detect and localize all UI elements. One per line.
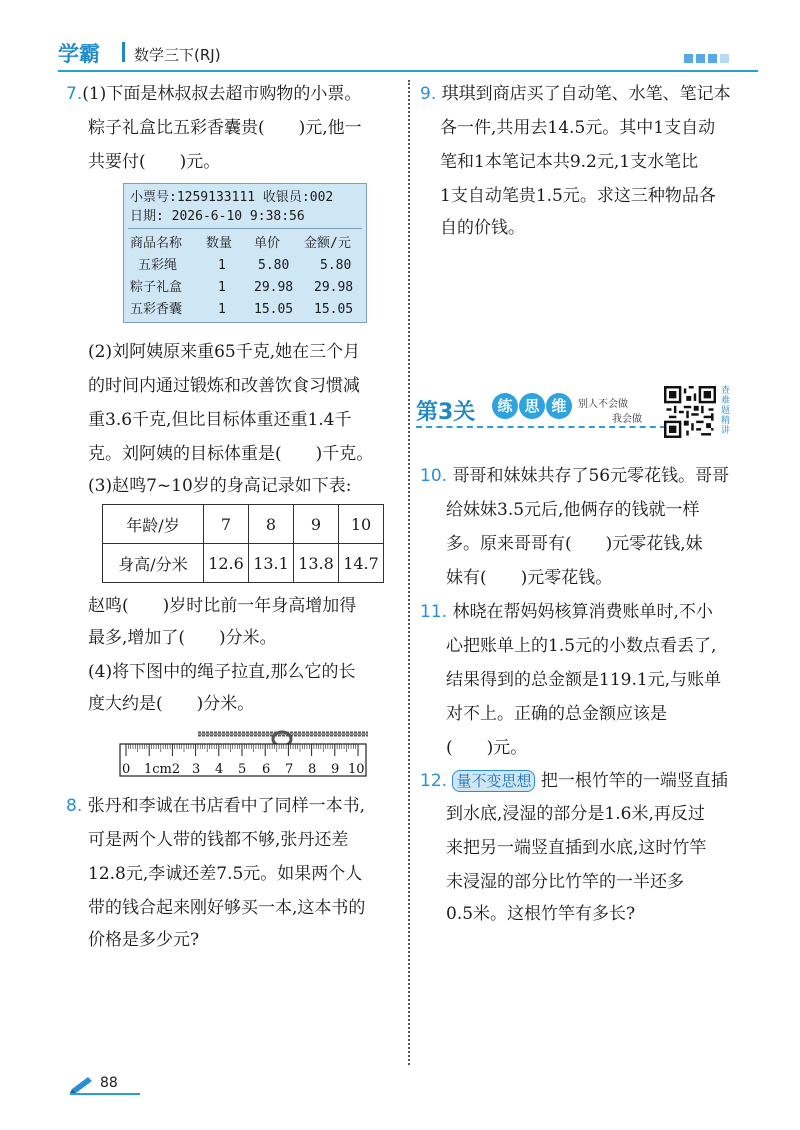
table-cell: 12.6	[204, 544, 249, 583]
receipt-number-line: 小票号:1259133111 收银员:002	[130, 190, 334, 205]
level-label: 第3关	[416, 400, 476, 425]
q7-part4-line-2: 度大约是( )分米。	[88, 694, 255, 714]
receipt-date-line: 日期: 2026-6-10 9:38:56	[130, 209, 305, 224]
q12-line-1: 12. 量不变思想 把一根竹竿的一端竖直插	[420, 771, 728, 791]
column-divider	[408, 80, 410, 1065]
q10-line-3: 多。原来哥哥有( )元零花钱,妹	[446, 534, 703, 554]
receipt-row-1-qty: 1	[218, 258, 226, 273]
q8-line-3: 12.8元,李诚还差7.5元。如果两个人	[88, 864, 363, 884]
q9-line-4: 1支自动笔贵1.5元。求这三种物品各	[440, 186, 716, 206]
receipt-separator	[128, 228, 362, 229]
footer-line	[70, 1093, 140, 1095]
ruler-label: 1cm2	[144, 762, 181, 777]
q7-part4-line-1: (4)将下图中的绳子拉直,那么它的长	[88, 662, 356, 682]
q10-line-1: 10. 哥哥和妹妹共存了56元零花钱。哥哥	[420, 466, 730, 486]
q9-line-1: 9. 琪琪到商店买了自动笔、水笔、笔记本	[420, 84, 731, 104]
receipt-row-1-amount: 5.80	[320, 258, 352, 273]
q11-line-1: 11. 林晓在帮妈妈核算消费账单时,不小	[420, 602, 713, 622]
logo-divider	[122, 42, 125, 62]
q7-part3-line-1: (3)赵鸣7~10岁的身高记录如下表:	[88, 476, 352, 496]
badge-char: 思	[519, 393, 545, 419]
q7-part2-line-3: 重3.6千克,但比目标体重还重1.4千	[88, 410, 352, 430]
receipt-row-3-amount: 15.05	[314, 302, 354, 317]
table-cell: 9	[294, 505, 339, 544]
badge-char: 练	[492, 393, 518, 419]
badge-char: 维	[546, 393, 572, 419]
q12-line-4: 未浸湿的部分比竹竿的一半还多	[446, 872, 684, 892]
table-cell: 年龄/岁	[103, 505, 204, 544]
thinking-tag: 量不变思想	[452, 770, 535, 792]
q7-line-2: 粽子礼盒比五彩香囊贵( )元,他一	[88, 118, 362, 138]
q9-line-5: 自的价钱。	[440, 218, 525, 238]
page-number: 88	[100, 1075, 118, 1091]
q10-line-2: 给妹妹3.5元后,他俩存的钱就一样	[446, 500, 700, 520]
q7-part3-line-3: 最多,增加了( )分米。	[88, 628, 277, 648]
ruler-label: 0	[122, 762, 131, 777]
slogan-line-2: 我会做	[612, 414, 642, 425]
q12-line-2: 到水底,浸湿的部分是1.6米,再反过	[446, 804, 705, 824]
table-row	[103, 544, 384, 583]
receipt-row-3-name: 五彩香囊	[130, 302, 183, 317]
q11-line-2: 心把账单上的1.5元的小数点看丢了,	[446, 636, 717, 656]
q12-line-5: 0.5米。这根竹竿有多长?	[446, 904, 636, 924]
ruler-label: 9	[331, 762, 340, 777]
height-record-table	[102, 504, 384, 583]
q7-part2-line-1: (2)刘阿姨原来重65千克,她在三个月	[88, 342, 361, 362]
header-decoration	[684, 48, 732, 67]
receipt-header-amount: 金额/元	[304, 236, 351, 251]
receipt-row-1-name: 五彩绳	[138, 258, 178, 273]
q9-line-2: 各一件,共用去14.5元。其中1支自动	[440, 118, 716, 138]
q11-number: 11.	[420, 602, 448, 622]
shopping-receipt	[123, 183, 367, 323]
q7-part2-line-2: 的时间内通过锻炼和改善饮食习惯减	[88, 376, 360, 396]
receipt-header-name: 商品名称	[130, 236, 183, 251]
ruler-label: 6	[262, 762, 271, 777]
q8-line-5: 价格是多少元?	[88, 930, 200, 950]
q9-number: 9.	[420, 84, 437, 104]
table-cell: 14.7	[339, 544, 384, 583]
receipt-header-qty: 数量	[206, 236, 233, 251]
ruler-label: 7	[285, 762, 294, 777]
level-badge	[492, 393, 573, 419]
rope-on-ruler-figure	[118, 722, 370, 780]
pencil-icon	[70, 1073, 96, 1093]
table-row	[103, 505, 384, 544]
q9-line-3: 笔和1本笔记本共9.2元,1支水笔比	[440, 152, 699, 172]
receipt-row-2-amount: 29.98	[314, 280, 354, 295]
q11-line-3: 结果得到的总金额是119.1元,与账单	[446, 670, 722, 690]
ruler-label: 5	[238, 762, 247, 777]
q7-line-1: 7.(1)下面是林叔叔去超市购物的小票。	[66, 84, 362, 104]
table-cell: 13.1	[249, 544, 294, 583]
q11-line-4: 对不上。正确的总金额应该是	[446, 704, 667, 724]
receipt-row-3-qty: 1	[218, 302, 226, 317]
q12-line-3: 来把另一端竖直插到水底,这时竹竿	[446, 838, 707, 858]
q8-number: 8.	[66, 796, 83, 816]
receipt-header-price: 单价	[254, 236, 281, 251]
receipt-row-2-name: 粽子礼盒	[130, 280, 183, 295]
q10-line-4: 妹有( )元零花钱。	[446, 568, 613, 588]
q7-part2-line-4: 克。刘阿姨的目标体重是( )千克。	[88, 444, 374, 464]
q7-number: 7.	[66, 84, 83, 104]
slogan-line-1: 别人不会做	[578, 399, 628, 410]
banner-underline	[416, 426, 666, 428]
q12-number: 12.	[420, 771, 448, 791]
brand-logo: 学霸	[58, 42, 100, 66]
receipt-row-2-price: 29.98	[254, 280, 294, 295]
table-cell: 8	[249, 505, 294, 544]
q10-number: 10.	[420, 466, 448, 486]
ruler-label: 8	[308, 762, 317, 777]
ruler-label: 3	[192, 762, 201, 777]
receipt-row-3-price: 15.05	[254, 302, 294, 317]
receipt-row-2-qty: 1	[218, 280, 226, 295]
book-title: 数学三下(RJ)	[134, 46, 221, 64]
receipt-row-1-price: 5.80	[258, 258, 290, 273]
table-cell: 身高/分米	[103, 544, 204, 583]
table-cell: 7	[204, 505, 249, 544]
q7-line-3: 共要付( )元。	[88, 152, 221, 172]
q8-line-4: 带的钱合起来刚好够买一本,这本书的	[88, 898, 366, 918]
ruler-label: 4	[215, 762, 224, 777]
qr-caption: 查难题精讲	[721, 386, 731, 436]
q8-line-2: 可是两个人带的钱都不够,张丹还差	[88, 830, 349, 850]
ruler-label: 10	[348, 762, 365, 777]
q11-line-5: ( )元。	[446, 738, 528, 758]
q7-part3-line-2: 赵鸣( )岁时比前一年身高增加得	[88, 596, 357, 616]
table-cell: 13.8	[294, 544, 339, 583]
qr-code-icon[interactable]	[664, 386, 716, 438]
table-cell: 10	[339, 505, 384, 544]
q8-line-1: 8. 张丹和李诚在书店看中了同样一本书,	[66, 796, 366, 816]
